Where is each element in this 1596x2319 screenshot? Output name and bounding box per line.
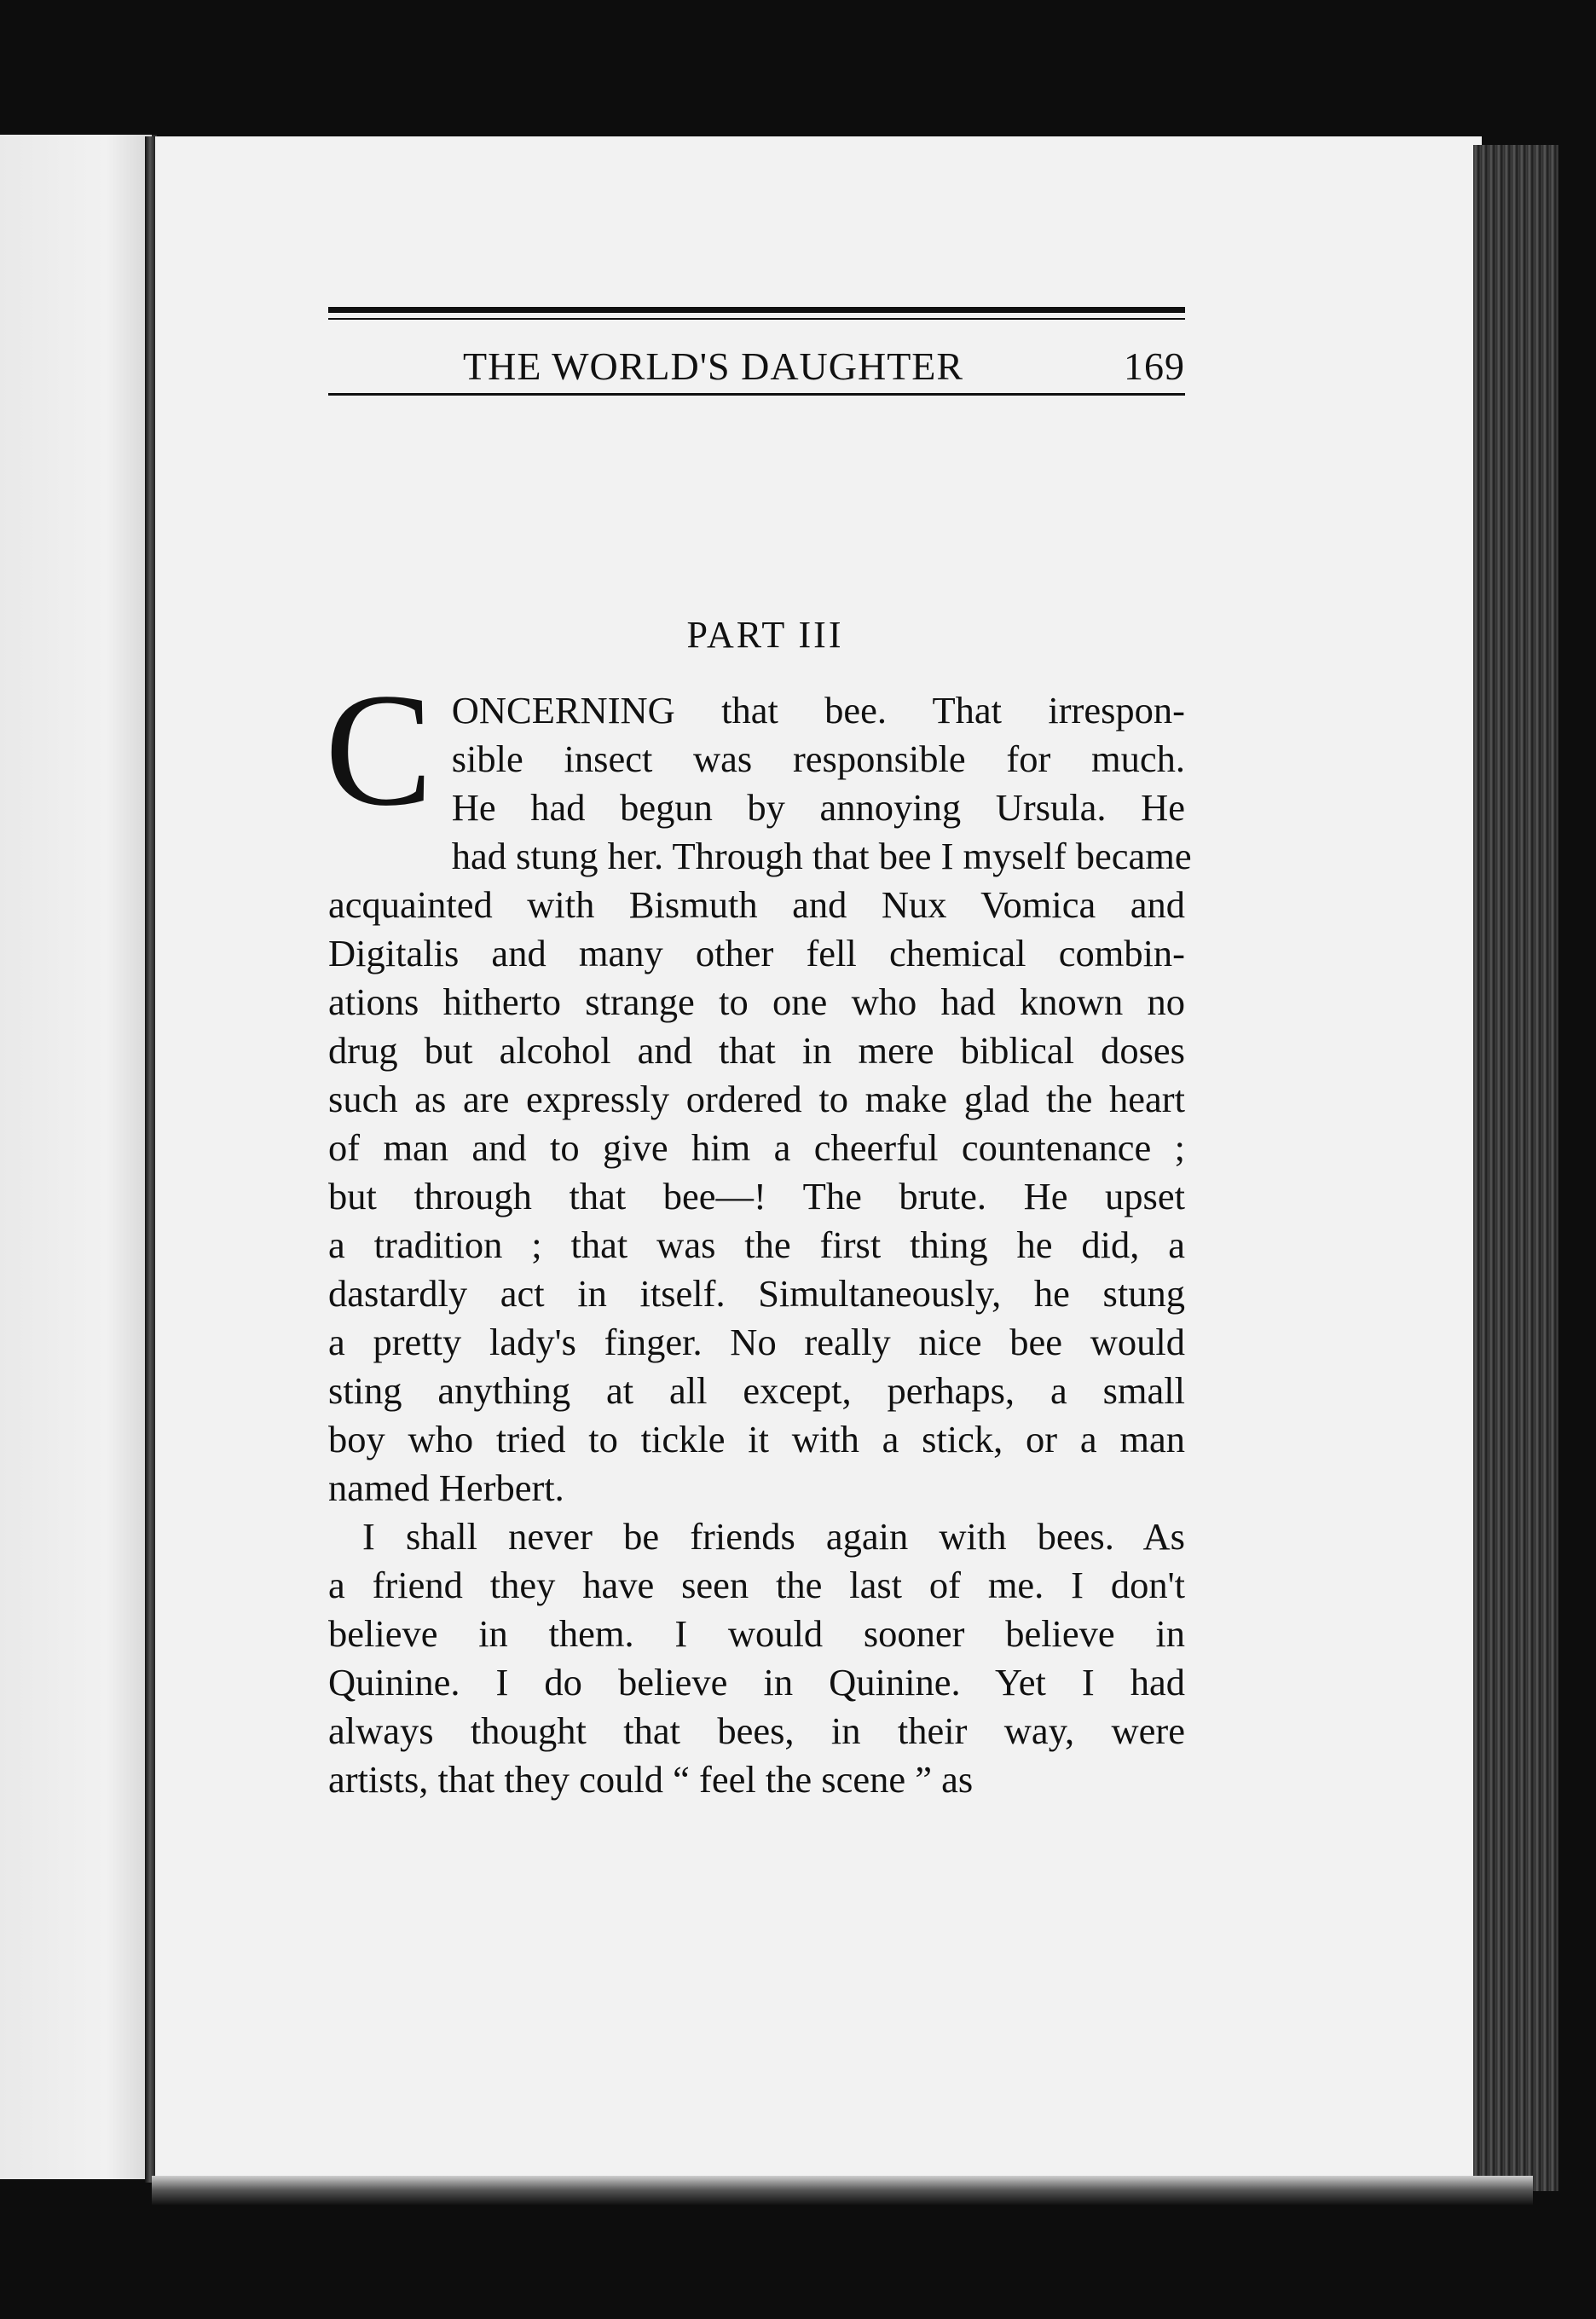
body-text <box>325 661 1192 1804</box>
text-line: Quinine. I do believe in Quinine. Yet I had <box>328 1661 1185 1703</box>
text-line: I shall never be friends again with bees. As <box>362 1515 1185 1558</box>
text-line: dastardly act in itself. Simultaneously, he stung <box>328 1272 1185 1315</box>
part-heading: PART III <box>686 614 844 656</box>
text-line: artists, that they could “ feel the scene ” as <box>328 1758 974 1801</box>
text-line: Digitalis and many other fell chemical combin- <box>328 932 1185 974</box>
text-line: acquainted with Bismuth and Nux Vomica and <box>328 883 1185 926</box>
text-line: ations hitherto strange to one who had known no <box>328 980 1185 1023</box>
page-text-block <box>325 307 1192 1804</box>
page-bottom-edge <box>152 2176 1533 2205</box>
page-stack-edge <box>1473 145 1558 2191</box>
text-line: always thought that bees, in their way, were <box>328 1709 1185 1752</box>
running-head <box>328 320 1185 388</box>
text-line: drug but alcohol and that in mere biblical doses <box>328 1029 1185 1072</box>
header-rule-bottom <box>328 393 1185 396</box>
text-line: He had begun by annoying Ursula. He <box>451 786 1185 829</box>
text-line: named Herbert. <box>328 1466 564 1509</box>
text-line: a tradition ; that was the first thing he did, a <box>328 1223 1185 1266</box>
text-line: had stung her. Through that bee I myself became <box>451 835 1192 877</box>
running-title: THE WORLD'S DAUGHTER <box>463 344 964 388</box>
text-line: such as are expressly ordered to make glad the heart <box>328 1078 1185 1120</box>
book-gutter <box>145 136 155 2183</box>
paragraph-2-lines <box>328 1512 1185 1804</box>
text-line: of man and to give him a cheerful countenance ; <box>328 1126 1185 1169</box>
text-line: boy who tried to tickle it with a stick, or a man <box>328 1418 1185 1460</box>
paragraph-2 <box>328 1512 1185 1804</box>
page-number: 169 <box>1124 344 1185 388</box>
text-line: believe in them. I would sooner believe in <box>328 1612 1185 1655</box>
text-line: a friend they have seen the last of me. I don't <box>328 1564 1185 1606</box>
paragraph-1 <box>325 661 1192 1512</box>
text-line: sible insect was responsible for much. <box>451 737 1185 780</box>
drop-cap: C <box>325 661 433 840</box>
text-line: but through that bee—! The brute. He upset <box>328 1175 1185 1217</box>
text-line: ONCERNING that bee. That irrespon- <box>451 689 1185 732</box>
paragraph-1-lines <box>328 686 1192 1512</box>
left-page-edge <box>0 135 157 2179</box>
header-rule-thick <box>328 307 1185 313</box>
text-line: sting anything at all except, perhaps, a small <box>328 1369 1185 1412</box>
text-line: a pretty lady's finger. No really nice bee would <box>328 1321 1185 1363</box>
